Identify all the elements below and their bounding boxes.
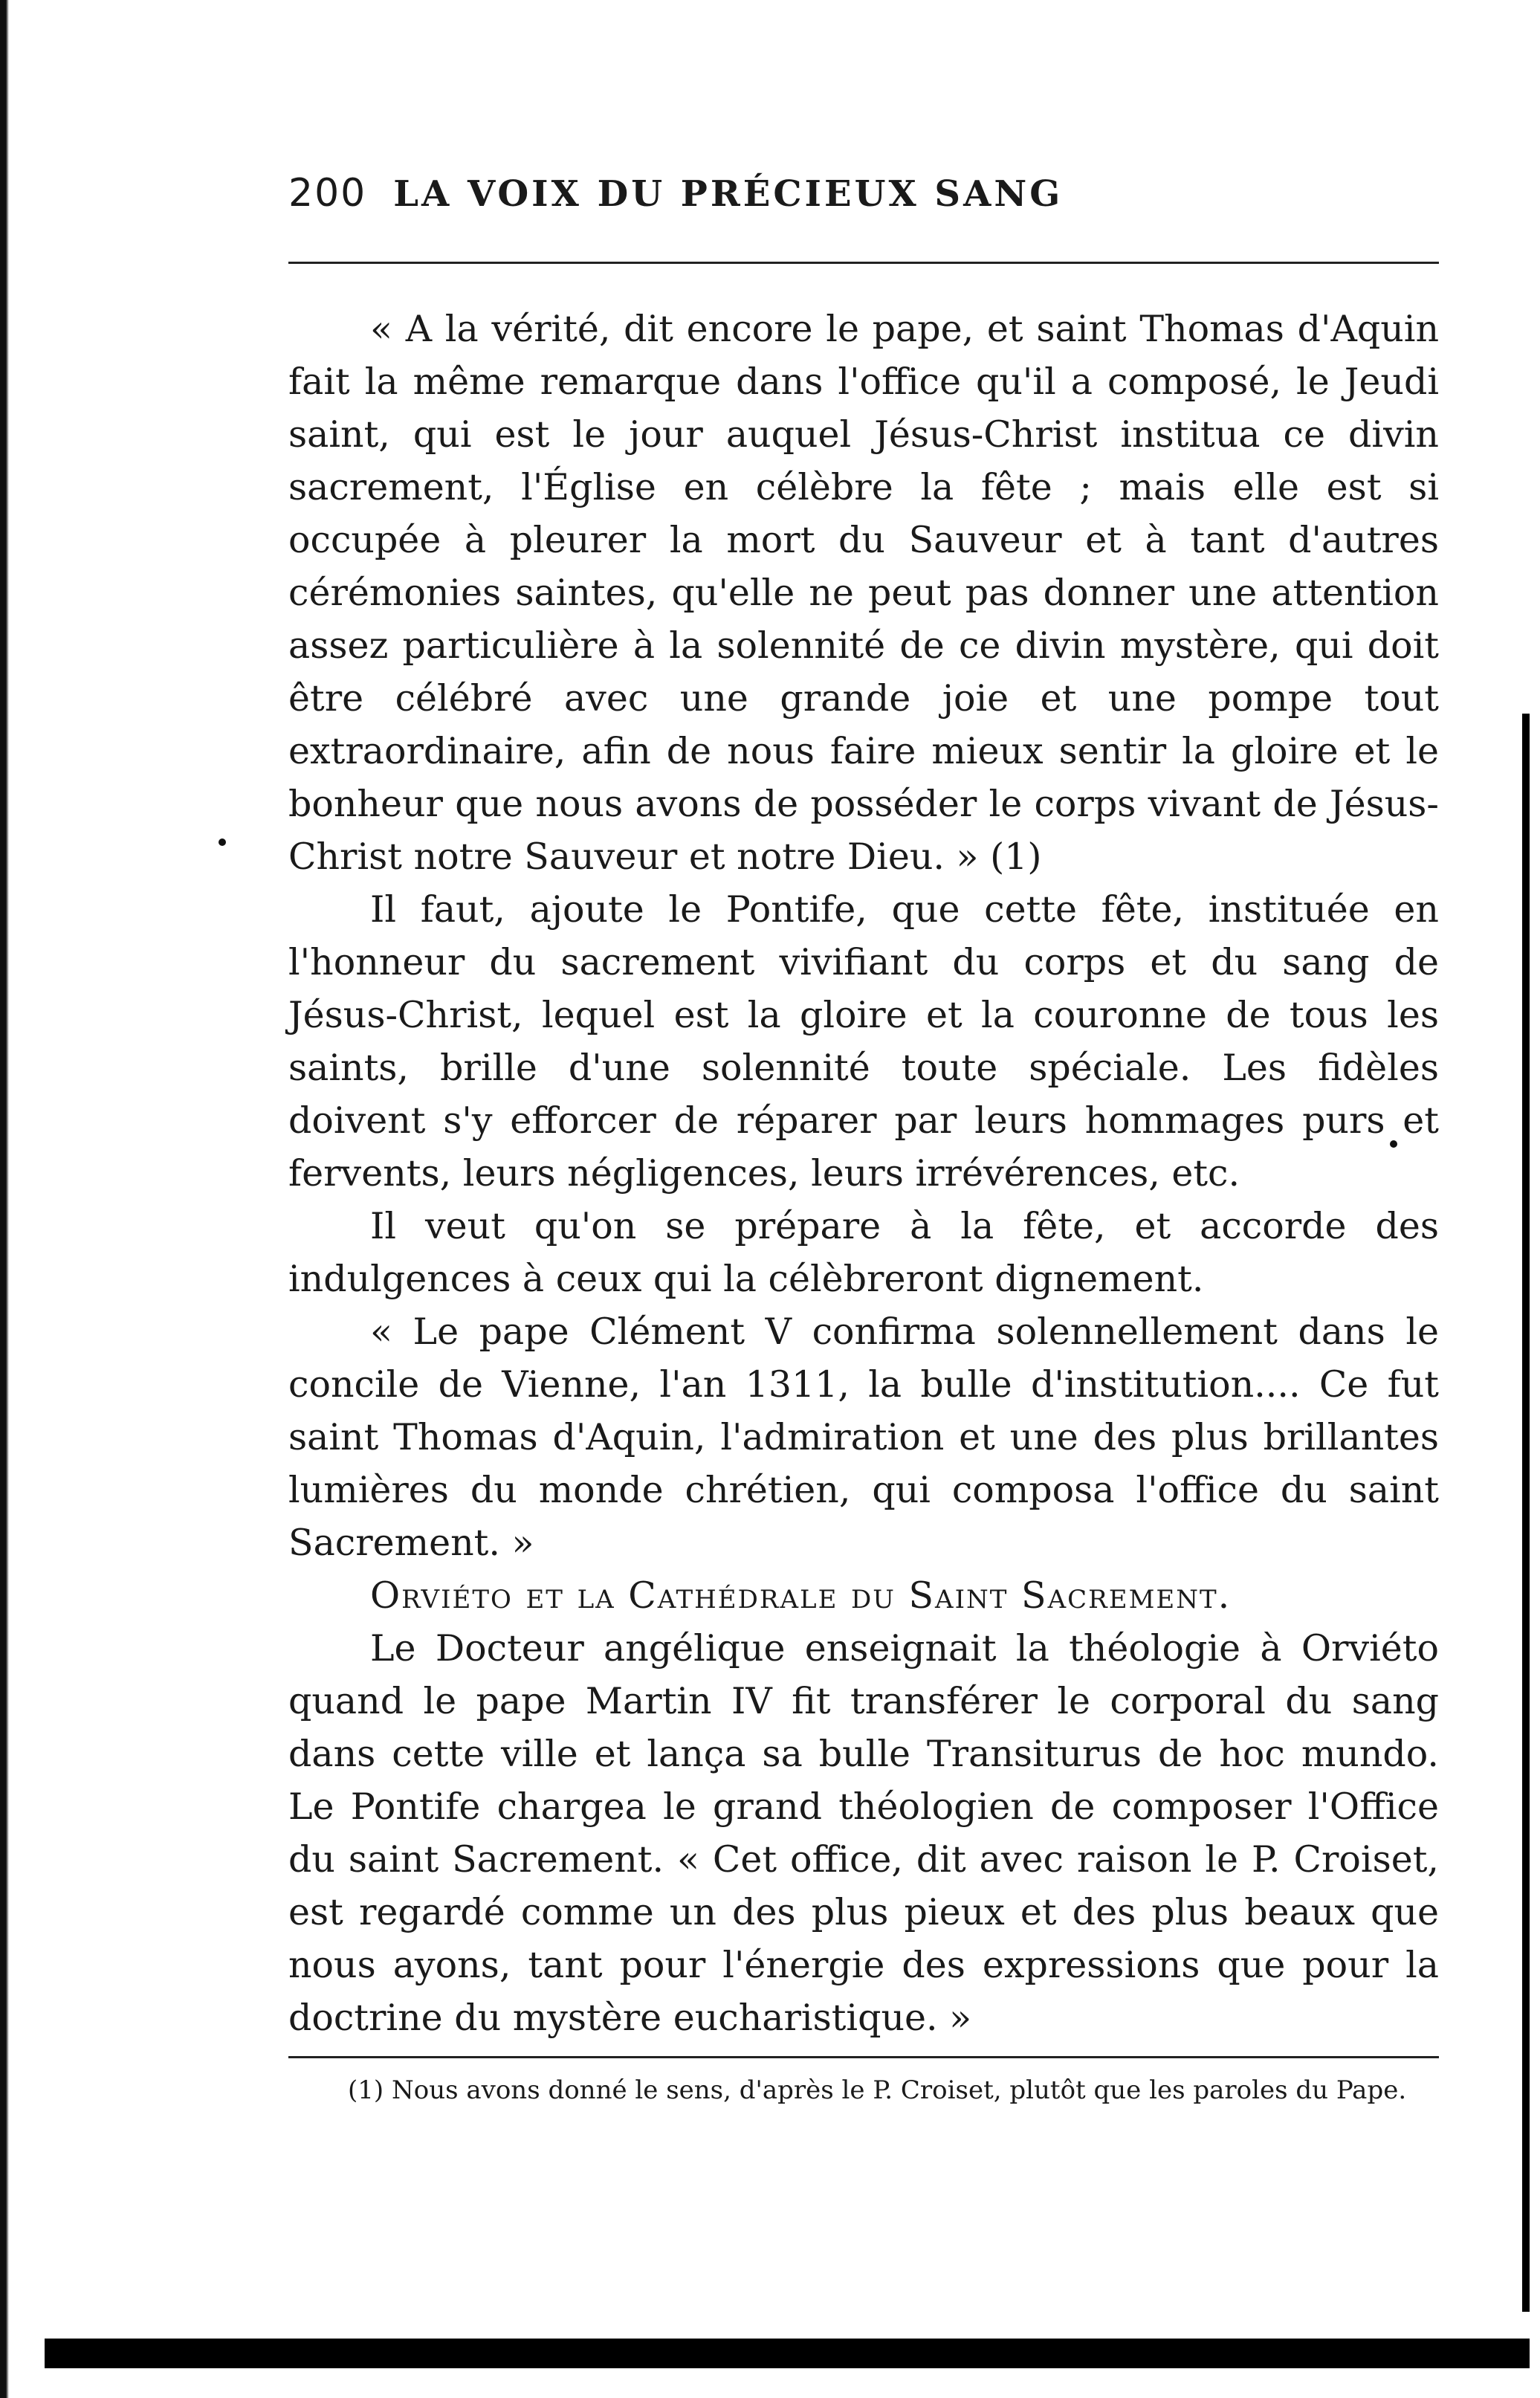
header-rule	[288, 262, 1439, 264]
paragraph: « Le pape Clément V confirma solennellement dans le concile de Vienne, l'an 1311, la bulle d'institution.... Ce fut saint Thomas d'Aquin, l'admiration et une des plus brillantes lumières du monde chrétien, qui composa l'office du saint Sacrement. »	[288, 1311, 1439, 1564]
paragraph: Le Docteur angélique enseignait la théologie à Orviéto quand le pape Martin IV fit transférer le corporal du sang dans cette ville et lança sa bulle Transiturus de hoc mundo. Le Pontife chargea le grand théologien de composer l'Office du saint Sacrement. « Cet office, dit avec raison le P. Croiset, est regardé comme un des plus pieux et des plus beaux que nous ayons, tant pour l'énergie des expressions que pour la doctrine du mystère eucharistique. »	[288, 1627, 1439, 2039]
footnote-rule	[288, 2056, 1439, 2058]
scan-edge-left	[0, 0, 9, 2398]
stray-mark	[219, 838, 226, 846]
book-page	[288, 171, 1439, 2107]
scan-edge-right	[1522, 714, 1530, 2312]
paragraph: Il veut qu'on se prépare à la fête, et accorde des indulgences à ceux qui la célèbreront dignement.	[288, 1205, 1439, 1300]
scan-edge-bottom	[45, 2339, 1530, 2368]
footnote: (1) Nous avons donné le sens, d'après le P. Croiset, plutôt que les paroles du Pape.	[348, 2075, 1407, 2105]
paragraph: « A la vérité, dit encore le pape, et saint Thomas d'Aquin fait la même remarque dans l'office qu'il a composé, le Jeudi saint, qui est le jour auquel Jésus-Christ institua ce divin sacrement, l'Église en célèbre la fête ; mais elle est si occupée à pleurer la mort du Sauveur et à tant d'autres cérémonies saintes, qu'elle ne peut pas donner une attention assez particulière à la solennité de ce divin mystère, qui doit être célébré avec une grande joie et une pompe tout extraordinaire, afin de nous faire mieux sentir la gloire et le bonheur que nous avons de posséder le corps vivant de Jésus-Christ notre Sauveur et notre Dieu. » (1)	[288, 308, 1439, 878]
paragraph: Il faut, ajoute le Pontife, que cette fête, instituée en l'honneur du sacrement vivifiant du corps et du sang de Jésus-Christ, lequel est la gloire et la couronne de tous les saints, brille d'une solennité toute spéciale. Les fidèles doivent s'y efforcer de réparer par leurs hommages purs et fervents, leurs négligences, leurs irrévérences, etc.	[288, 888, 1439, 1195]
section-title: Orviéto et la Cathédrale du Saint Sacrement.	[370, 1574, 1232, 1617]
running-title: LA VOIX DU PRÉCIEUX SANG	[393, 173, 1064, 215]
running-head	[288, 171, 1439, 253]
page-number: 200	[288, 171, 367, 216]
body-text	[288, 303, 1439, 2044]
